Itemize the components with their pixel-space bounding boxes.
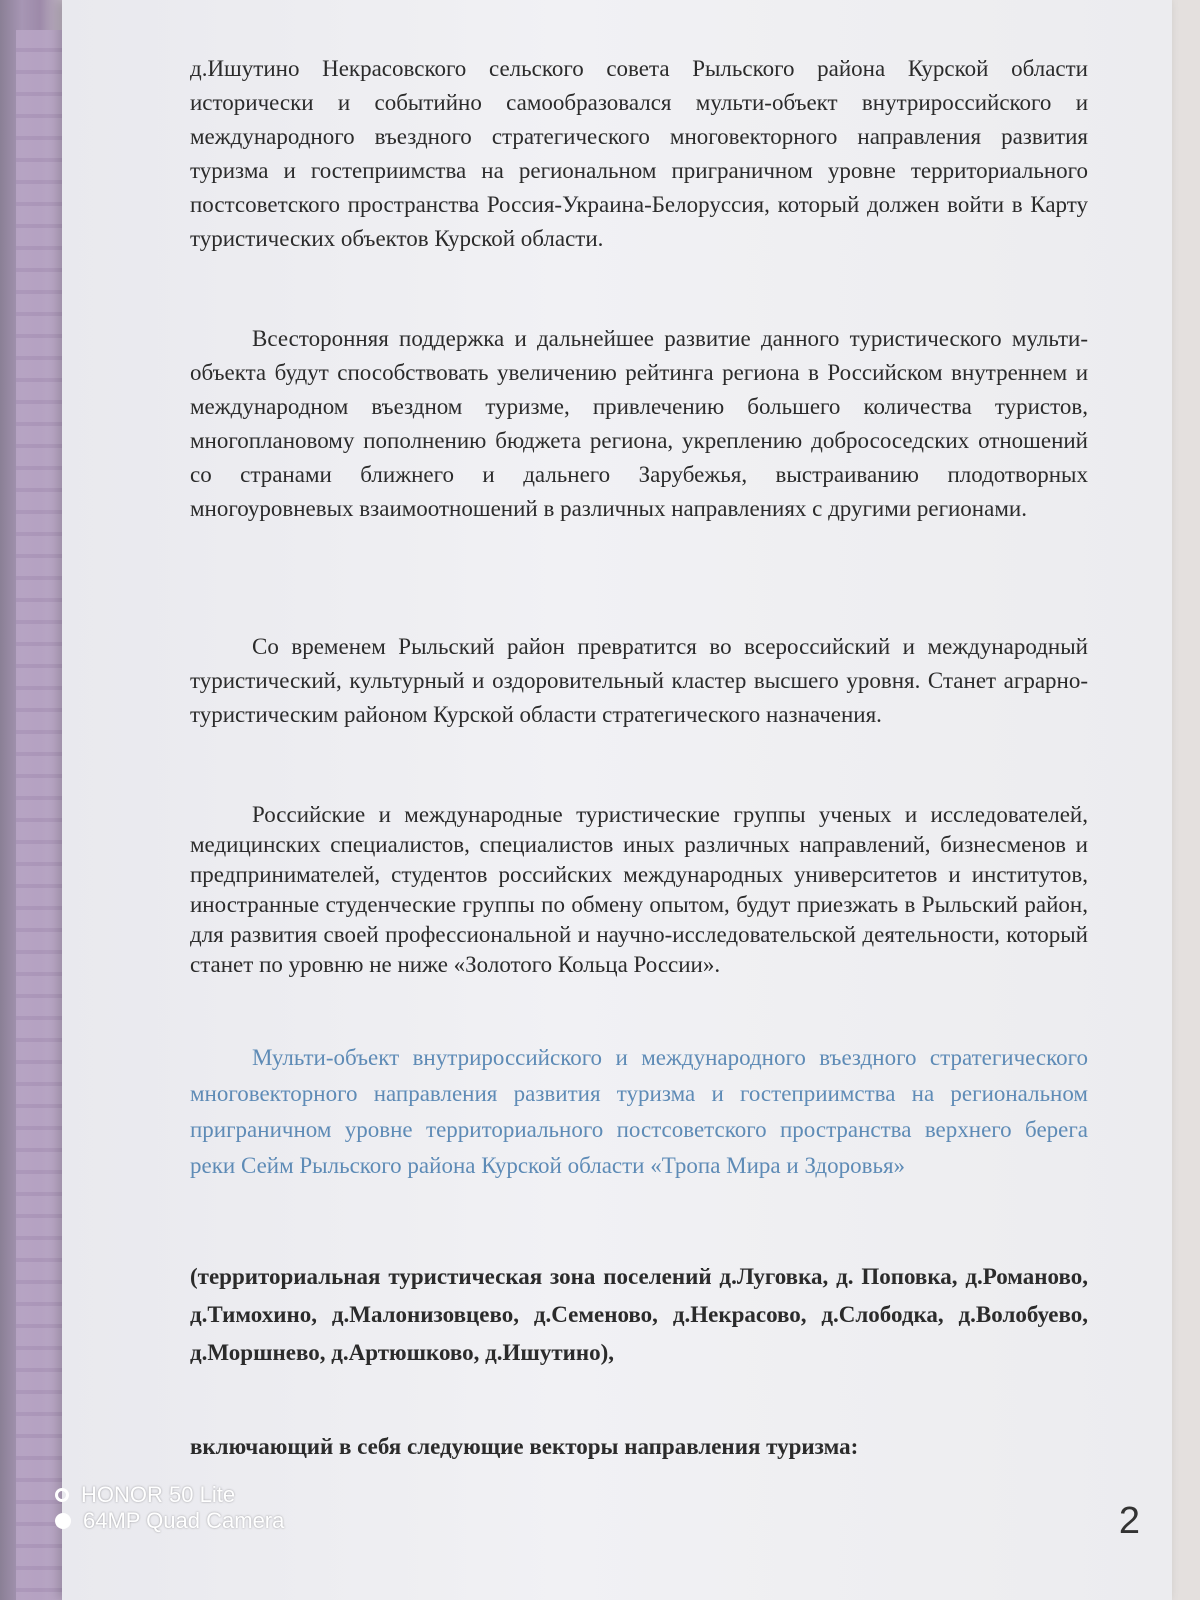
paragraph-text: включающий в себя следующие векторы направления туризма: [190, 1434, 859, 1459]
plastic-sleeve-edge [16, 30, 62, 1600]
paragraph-1 [190, 52, 1088, 256]
paragraph-text: Российские и международные туристические группы ученых и исследователей, медицинских специалистов, специалистов иных различных направлений, бизнесменов и предпринимателей, студентов российских международных университетов и институтов, иностранные студенческие группы по обмену опытом, будут приезжать в Рыльский район, для развития своей профессиональной и научно-исследовательской деятельности, который станет по уровню не ниже «Золотого Кольца России». [190, 802, 1088, 977]
watermark-camera: 64MP Quad Camera [83, 1508, 285, 1533]
dot-icon [55, 1513, 71, 1529]
page-number: 2 [1118, 1500, 1140, 1542]
paragraph-text: Мульти-объект внутрироссийского и международного въездного стратегического многовекторного направления развития туризма и гостеприимства на региональном приграничном уровне территориального постсоветского пространства верхнего берега реки Сейм Рыльского района Курской области «Тропа Мира и Здоровья» [190, 1045, 1088, 1178]
paragraph-text: (территориальная туристическая зона поселений д.Луговка, д. Поповка, д.Романово, д.Тимохино, д.Малонизовцево, д.Семеново, д.Некрасово, д.Слободка, д.Волобуево, д.Моршнево, д.Артюшково, д.Ишутино), [190, 1264, 1088, 1365]
watermark-model: HONOR 50 Lite [81, 1482, 236, 1507]
camera-watermark [55, 1482, 284, 1534]
paragraph-text: Всесторонняя поддержка и дальнейшее развитие данного туристического мульти-объекта будут способствовать увеличению рейтинга региона в Российском внутреннем и международном въездном туризме, привлечению большего количества туристов, многоплановому пополнению бюджета региона, укреплению добрососедских отношений со странами ближнего и дальнего Зарубежья, выстраиванию плодотворных многоуровневых взаимоотношений в различных направлениях с другими регионами. [190, 326, 1088, 521]
paragraph-text: д.Ишутино Некрасовского сельского совета Рыльского района Курской области исторически и событийно самообразовался мульти-объект внутрироссийского и международного въездного стратегического многовекторного направления развития туризма и гостеприимства на региональном приграничном уровне территориального постсоветского пространства Россия-Украина-Белоруссия, который должен войти в Карту туристических объектов Курской области. [190, 56, 1088, 251]
settlements-paragraph [190, 1258, 1088, 1372]
paragraph-4 [190, 800, 1088, 980]
vectors-intro-paragraph [190, 1430, 1088, 1464]
paragraph-text: Со временем Рыльский район превратится во всероссийский и международный туристический, культурный и оздоровительный кластер высшего уровня. Станет аграрно-туристическим районом Курской области стратегического назначения. [190, 634, 1088, 727]
watermark-row-1 [55, 1482, 284, 1508]
ring-icon [55, 1488, 69, 1502]
highlighted-title-paragraph [190, 1040, 1088, 1184]
watermark-row-2 [55, 1508, 284, 1534]
paragraph-3 [190, 630, 1088, 732]
paragraph-2 [190, 322, 1088, 526]
